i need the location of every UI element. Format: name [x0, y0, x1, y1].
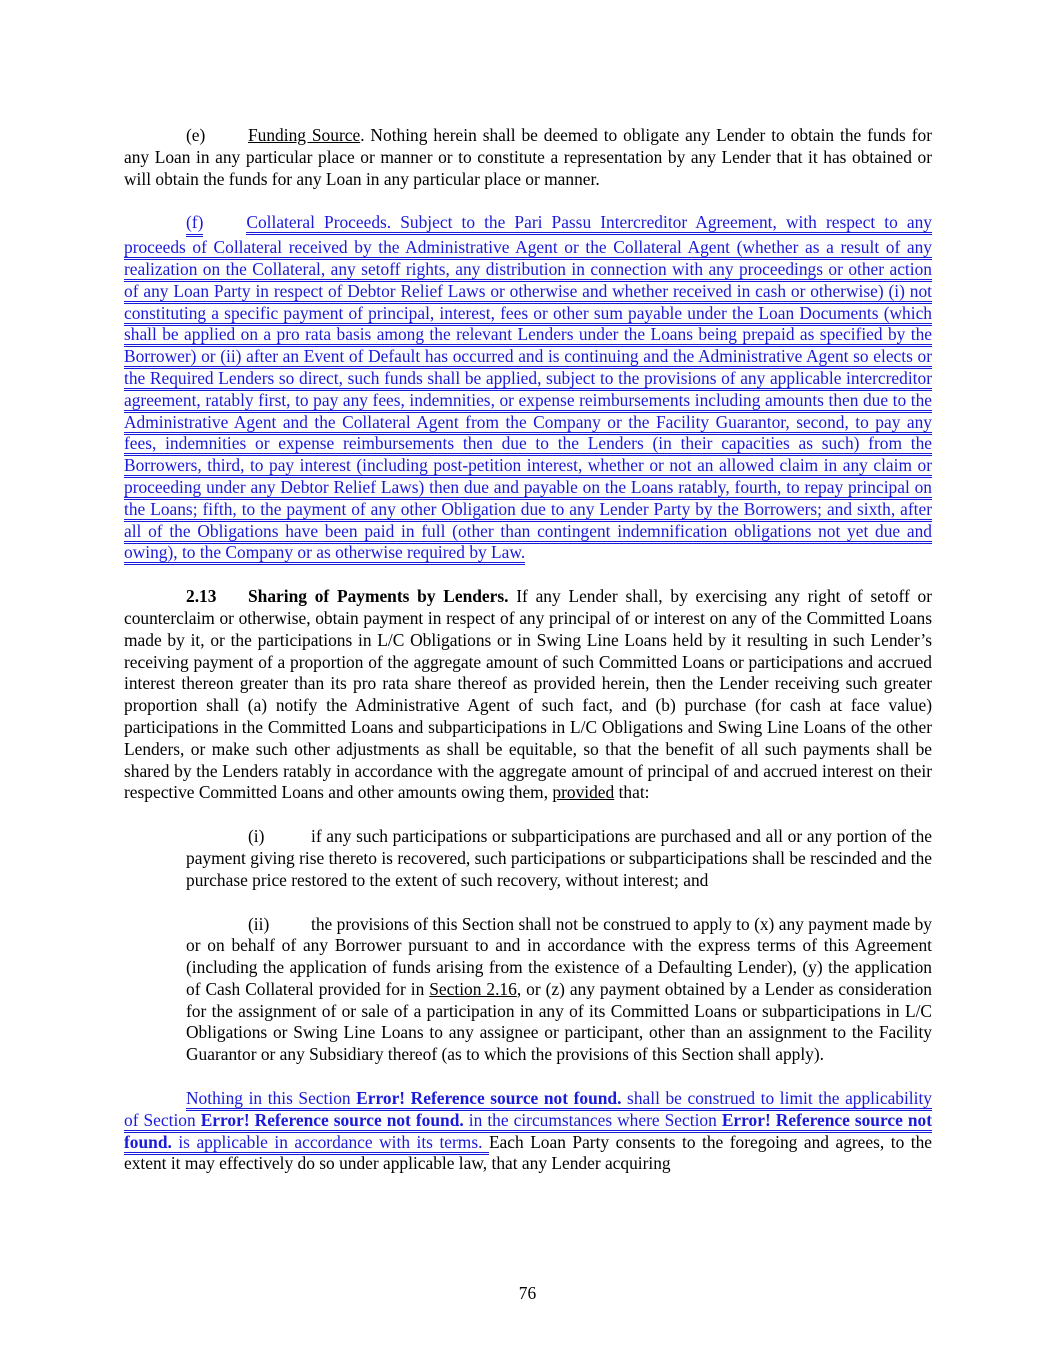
section-number: 2.13	[186, 586, 217, 607]
paragraph-collateral-proceeds	[124, 212, 932, 564]
section-reference: Section 2.16	[429, 978, 517, 999]
clause-label: (ii)	[248, 913, 270, 934]
inserted-text: shall be construed to limit the applicability of Section	[124, 1088, 932, 1133]
inserted-text: in the circumstances where Section	[464, 1110, 722, 1133]
document-body	[124, 125, 932, 1175]
paragraph-heading: Funding Source	[248, 125, 361, 145]
paragraph-label: (e)	[186, 125, 206, 145]
reference-error: Error! Reference source not found.	[201, 1110, 464, 1133]
clause-text: , or (z) any payment obtained by a Lender as consideration for the assignment of or sale of a participation in any of its Committed Loans or subparticipations in L/C Obligations or Swing Line Loans to any assignee or participant, other than an assignment to the Facility Guarantor or any Subsidiary thereof (as to which the provisions of this Section shall apply).	[186, 978, 932, 1065]
reference-error: Error! Reference source not found.	[124, 1110, 932, 1155]
section-2-13	[124, 586, 932, 804]
inserted-text: is applicable in accordance with its terms.	[172, 1132, 489, 1155]
paragraph-text: Each Loan Party consents to the foregoing and agrees, to the extent it may effectively do so under applicable law, that any Lender acquiring	[124, 1131, 933, 1174]
reference-error: Error! Reference source not found.	[356, 1088, 621, 1111]
section-heading: Sharing of Payments by Lenders.	[248, 586, 509, 607]
paragraph-label: (f)	[186, 212, 203, 237]
page-number: 76	[518, 1283, 537, 1303]
inserted-text: Nothing in this Section	[186, 1088, 356, 1111]
clause-text: the provisions of this Section shall not be construed to apply to (x) any payment made by or on behalf of any Borrower pursuant to and in accordance with the express terms of this Agreement (including the application of funds arising from the existence of a Defaulting Lender), (y) the application of Cash Collateral provided for in	[186, 913, 932, 999]
section-text: If any Lender shall, by exercising any right of setoff or counterclaim or otherwise, obtain payment in respect of any principal of or interest on any of the Committed Loans made by it, or the participations in L/C Obligations or in Swing Line Loans held by it resulting in such Lender’s receiving payment of a proportion of the aggregate amount of such Committed Loans or participations and accrued interest thereon greater than its pro rata share thereof as provided herein, then the Lender receiving such greater proportion shall (a) notify the Administrative Agent of such fact, and (b) purchase (for cash at face value) participations in the Committed Loans and subparticipations in L/C Obligations and Swing Line Loans of the other Lenders, or make such other adjustments as shall be equitable, so that the benefit of all such payments shall be shared by the Lenders ratably in accordance with the aggregate amount of principal of and accrued interest on their respective Committed Loans and other amounts owing them,	[124, 586, 932, 803]
clause-ii	[186, 914, 932, 1067]
paragraph-text: . Nothing herein shall be deemed to obligate any Lender to obtain the funds for any Loan in any particular place or manner or to constitute a representation by any Lender that it has obtained or will obtain the funds for any Loan in any particular place or manner.	[124, 125, 932, 189]
paragraph-funding-source	[124, 125, 932, 190]
clause-text: if any such participations or subparticipations are purchased and all or any portion of the payment giving rise thereto is recovered, such participations or subparticipations shall be rescinded and the purchase price restored to the extent of such recovery, without interest; and	[186, 826, 932, 890]
clause-i	[186, 826, 932, 891]
inserted-text: Collateral Proceeds. Subject to the Pari Passu Intercreditor Agreement, with respect to any proceeds of Collateral received by the Administrative Agent or the Collateral Agent (whether as a result of any realization on the Collateral, any setoff rights, any distribution in connection with any proceedings or other action of any Loan Party in respect of Debtor Relief Laws or otherwise and whether received in cash or otherwise) (i) not constituting a specific payment of principal, interest, fees or other sum payable under the Loan Documents (which shall be applied on a pro rata basis among the relevant Lenders under the Loans being prepaid as specified by the Borrower) or (ii) after an Event of Default has occurred and is continuing and the Administrative Agent so elects or the Required Lenders so direct, such funds shall be applied, subject to the provisions of any applicable intercreditor agreement, ratably first, to pay any fees, indemnities, or expense reimbursements including amounts then due to the Administrative Agent and the Collateral Agent from the Company or the Facility Guarantor, second, to pay any fees, indemnities or expense reimbursements then due to the Lenders (in their capacities as such) from the Borrowers, third, to pay interest (including post-petition interest, whether or not an allowed claim in any claim or proceeding under any Debtor Relief Laws) then due and payable on the Loans ratably, fourth, to repay principal on the Loans; fifth, to the payment of any other Obligation due to any Lender Party by the Borrowers; and sixth, after all of the Obligations have been paid in full (other than contingent indemnification obligations not yet due and owing), to the Company or as otherwise required by Law.	[124, 212, 932, 565]
section-text-tail: that:	[614, 782, 650, 803]
closing-paragraph	[124, 1088, 932, 1175]
provided-term: provided	[552, 782, 615, 803]
clause-label: (i)	[248, 826, 265, 847]
